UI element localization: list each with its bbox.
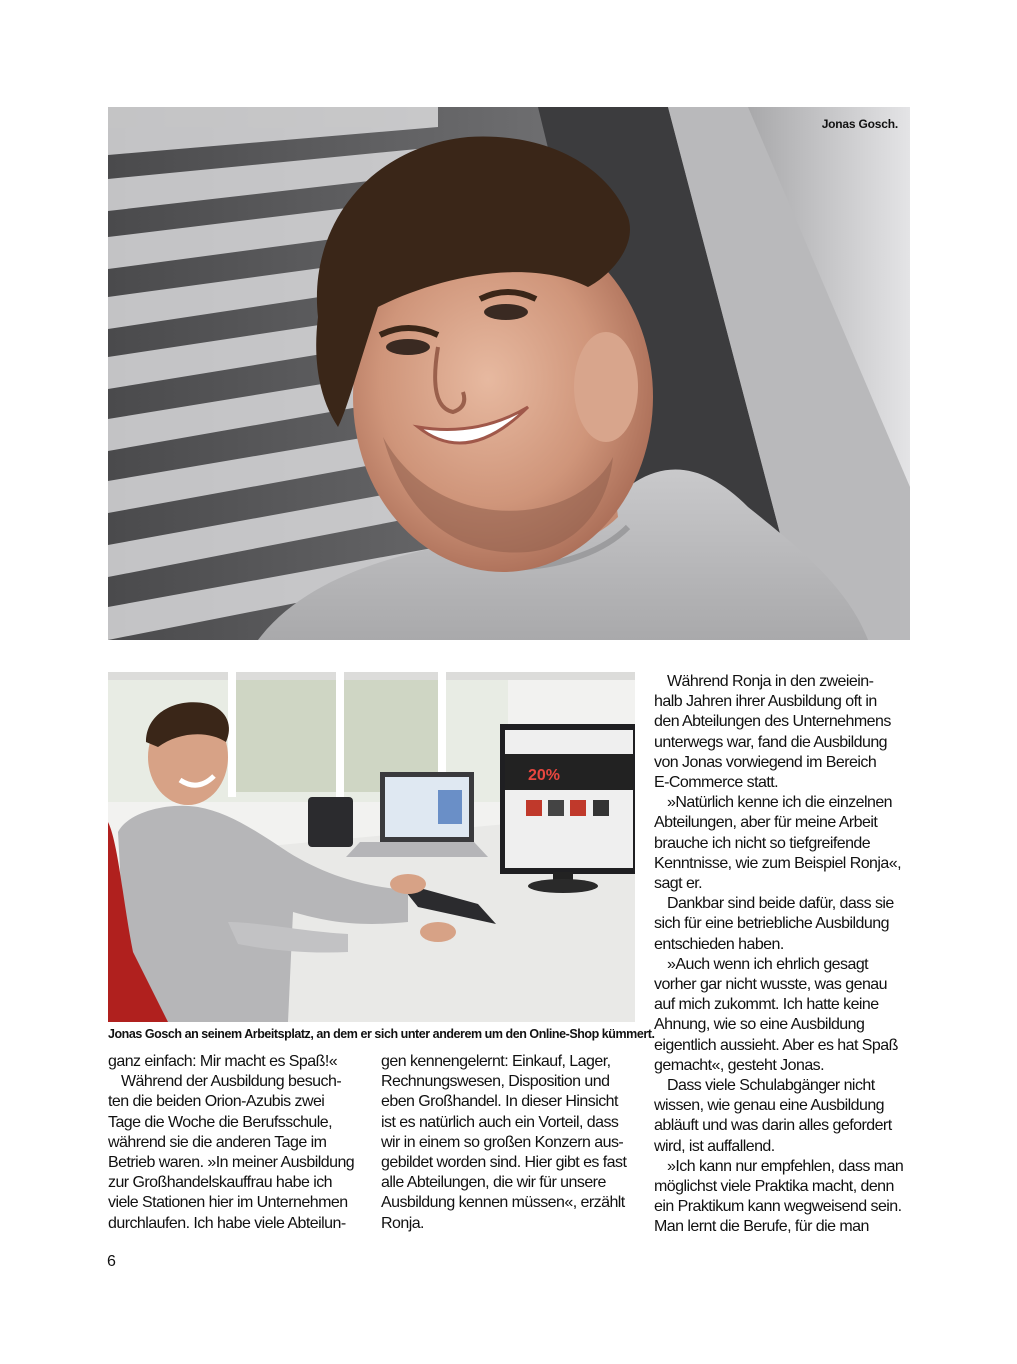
office-photo	[108, 672, 635, 1022]
text-line: wird, ist auffallend.	[654, 1137, 775, 1155]
text-line: Dass viele Schulabgänger nicht	[667, 1077, 875, 1095]
text-line: Während Ronja in den zweiein-	[667, 673, 874, 690]
text-line: ein Praktikum kann wegweisend sein.	[654, 1198, 902, 1216]
text-line: durchlaufen. Ich habe viele Abteilun-	[108, 1214, 346, 1232]
text-column-2	[381, 1052, 643, 1234]
text-column-3	[654, 672, 916, 1238]
text-line: während sie die anderen Tage im	[108, 1133, 327, 1151]
text-line: von Jonas vorwiegend im Bereich	[654, 753, 877, 771]
text-line: zur Großhandelskauffrau habe ich	[108, 1174, 333, 1192]
text-line: ganz einfach: Mir macht es Spaß!«	[108, 1053, 338, 1070]
text-line: wissen, wie genau eine Ausbildung	[654, 1097, 885, 1115]
text-line: unterwegs war, fand die Ausbildung	[654, 733, 888, 751]
text-line: gemacht«, gesteht Jonas.	[654, 1056, 825, 1074]
text-line: den Abteilungen des Unternehmens	[654, 713, 891, 731]
text-line: »Natürlich kenne ich die einzelnen	[667, 794, 893, 812]
text-line: gebildet worden sind. Hier gibt es fast	[381, 1154, 627, 1172]
portrait-image	[108, 107, 910, 640]
text-line: alle Abteilungen, die wir für unsere	[381, 1174, 606, 1192]
text-column-1	[108, 1052, 370, 1234]
text-line: eigentlich aussieht. Aber es hat Spaß	[654, 1036, 898, 1054]
text-line: Ausbildung kennen müssen«, erzählt	[381, 1194, 625, 1212]
photo-caption: Jonas Gosch an seinem Arbeitsplatz, an dem er sich unter anderem um den Online-Shop kümmert.	[108, 1027, 655, 1041]
page-number: 6	[107, 1253, 116, 1270]
text-line: Kenntnisse, wie zum Beispiel Ronja«,	[654, 854, 902, 872]
text-line: vorher gar nicht wusste, was genau	[654, 976, 887, 994]
photo-credit: Jonas Gosch.	[821, 117, 898, 131]
hero-photo	[108, 107, 910, 640]
text-line: abläuft und was darin alles gefordert	[654, 1117, 892, 1135]
text-line: ten die beiden Orion-Azubis zwei	[108, 1093, 325, 1111]
text-line: halb Jahren ihrer Ausbildung oft in	[654, 693, 877, 711]
text-line: »Auch wenn ich ehrlich gesagt	[667, 955, 869, 973]
text-line: Während der Ausbildung besuch-	[121, 1073, 342, 1091]
text-line: sich für eine betriebliche Ausbildung	[654, 915, 889, 933]
text-line: auf mich zukommt. Ich hatte keine	[654, 996, 879, 1014]
text-line: wir in einem so großen Konzern aus-	[381, 1133, 624, 1151]
text-line: Man lernt die Berufe, für die man	[654, 1218, 869, 1236]
text-line: Ahnung, wie so eine Ausbildung	[654, 1016, 865, 1034]
text-line: Abteilungen, aber für meine Arbeit	[654, 814, 878, 832]
text-line: ist es natürlich auch ein Vorteil, dass	[381, 1113, 619, 1131]
text-line: möglichst viele Praktika macht, denn	[654, 1178, 894, 1196]
text-line: viele Stationen hier im Unternehmen	[108, 1194, 348, 1212]
screen-banner: 20%	[528, 767, 561, 784]
text-line: gen kennengelernt: Einkauf, Lager,	[381, 1053, 611, 1070]
text-line: sagt er.	[654, 875, 703, 893]
text-line: eben Großhandel. In dieser Hinsicht	[381, 1093, 618, 1111]
text-line: Ronja.	[381, 1214, 424, 1232]
text-line: Tage die Woche die Berufsschule,	[108, 1113, 333, 1131]
text-line: Dankbar sind beide dafür, dass sie	[667, 895, 894, 913]
text-line: Rechnungswesen, Disposition und	[381, 1073, 610, 1091]
office-image	[108, 672, 635, 1022]
text-line: E-Commerce statt.	[654, 774, 779, 792]
text-line: brauche ich nicht so tiefgreifende	[654, 834, 871, 852]
text-line: entschieden haben.	[654, 935, 784, 953]
text-line: »Ich kann nur empfehlen, dass man	[667, 1157, 904, 1175]
text-line: Betrieb waren. »In meiner Ausbildung	[108, 1154, 355, 1172]
